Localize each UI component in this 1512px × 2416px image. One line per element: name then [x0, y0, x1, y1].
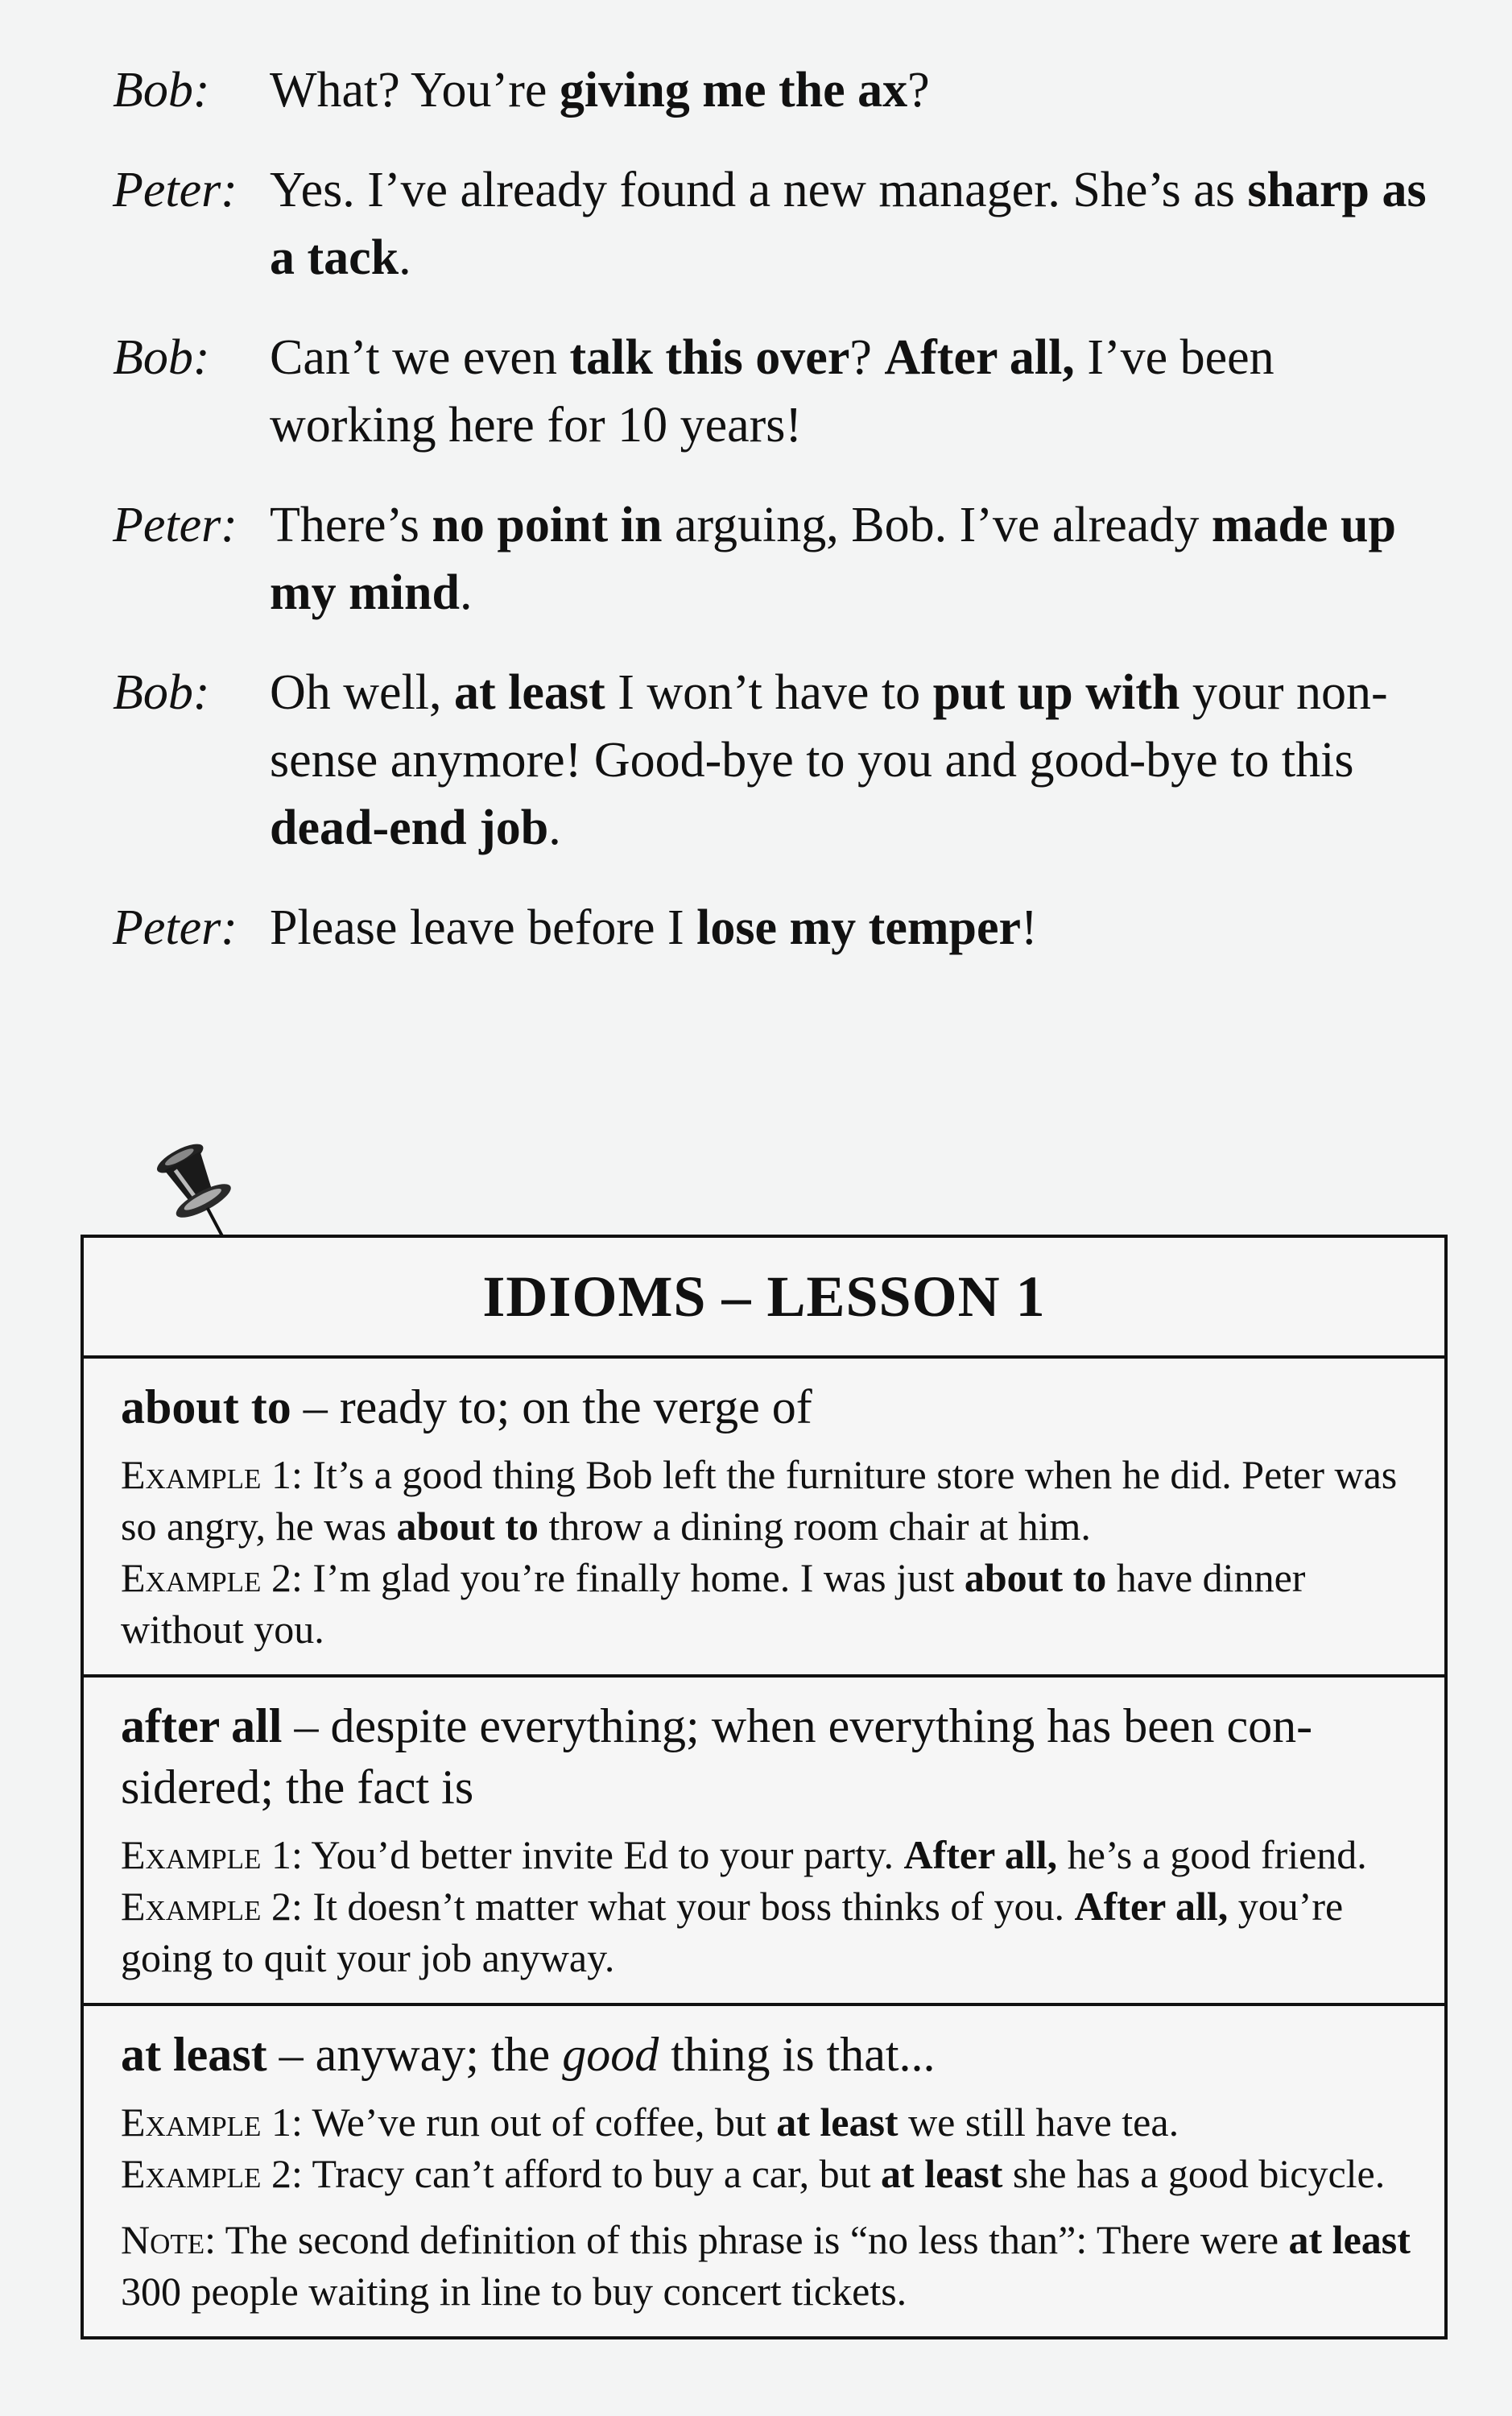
speaker-name: Peter: — [113, 163, 238, 217]
text-run: I’ve been working here for 10 years! — [270, 330, 1274, 453]
speaker-name: Bob: — [113, 330, 210, 385]
text-run: You’d better invite Ed to your party. — [302, 1832, 904, 1877]
text-run: Can’t we even — [270, 330, 570, 385]
text-run: I’m glad you’re finally home. I was just — [302, 1555, 965, 1600]
text-run: ! — [1021, 900, 1038, 955]
text-run: we still have tea. — [898, 2100, 1179, 2145]
text-run: – despite everything; when everything has been con-sidered; the fact is — [121, 1699, 1313, 1814]
text-run: throw a dining room chair at him. — [538, 1504, 1091, 1549]
bold-phrase: After all, — [884, 330, 1075, 385]
example-text — [303, 2151, 1385, 2196]
bold-phrase: about to — [396, 1504, 539, 1549]
idiom-entry — [84, 1678, 1444, 2006]
definition-text — [121, 1699, 1312, 1814]
text-run: Oh well, — [270, 665, 455, 720]
text-run: she has a good bicycle. — [1002, 2151, 1386, 2196]
text-run: ? — [849, 330, 885, 385]
text-run: . — [399, 230, 411, 285]
speech-text — [270, 324, 1449, 459]
bold-phrase: giving me the ax — [559, 63, 908, 118]
note-label: Note: — [121, 2217, 217, 2262]
note-body — [121, 2217, 1411, 2314]
example-label: Example 2: — [121, 2151, 303, 2196]
example-label: Example 1: — [121, 2100, 303, 2145]
bold-phrase: at least — [1288, 2217, 1411, 2262]
example-sentence — [121, 1552, 1412, 1655]
text-run: your non-sense anymore! Good-bye to you and good-bye to this — [270, 665, 1388, 788]
lesson-title: IDIOMS – LESSON 1 — [84, 1238, 1444, 1359]
example-text — [121, 1452, 1397, 1549]
text-run: thing is that... — [659, 2028, 936, 2081]
idiom-entry — [84, 1359, 1444, 1678]
bold-phrase: After all, — [903, 1832, 1058, 1877]
bold-phrase: sharp as a tack — [270, 163, 1427, 285]
note-text — [121, 2214, 1412, 2317]
example-text — [121, 1884, 1343, 1980]
example-sentence — [121, 1880, 1412, 1984]
bold-phrase: put up with — [932, 665, 1180, 720]
dialogue-line — [113, 156, 1449, 292]
bold-phrase: about to — [964, 1555, 1107, 1600]
text-run: . — [548, 801, 561, 855]
text-run: The second definition of this phrase is “no less than”: There were — [216, 2217, 1289, 2262]
speaker-name: Bob: — [113, 665, 210, 720]
bold-phrase: at least — [454, 665, 605, 720]
example-text — [303, 2100, 1179, 2145]
text-run: you’re going to quit your job anyway. — [121, 1884, 1344, 1980]
dialogue-line — [113, 659, 1449, 862]
text-run: What? You’re — [270, 63, 560, 118]
text-run: I won’t have to — [605, 665, 933, 720]
speech-text — [270, 894, 1449, 962]
example-sentence — [121, 2096, 1412, 2148]
idiom-definition — [121, 2024, 1412, 2085]
text-run: Please leave before I — [270, 900, 697, 955]
bold-phrase: at least — [776, 2100, 899, 2145]
text-run: 300 people waiting in line to buy concert tickets. — [121, 2269, 907, 2314]
text-run: Yes. I’ve already found a new manager. She’s as — [270, 163, 1248, 217]
idioms-lesson-box — [81, 1235, 1448, 2339]
dialogue-line — [113, 56, 1449, 124]
text-run: ? — [907, 63, 930, 118]
example-label: Example 2: — [121, 1555, 303, 1600]
speech-text — [270, 156, 1449, 292]
speaker-name: Peter: — [113, 900, 238, 955]
idiom-term: at least — [121, 2028, 267, 2081]
text-run: There’s — [270, 498, 432, 552]
text-run: – anyway; the — [266, 2028, 563, 2081]
bold-phrase: at least — [881, 2151, 1003, 2196]
bold-phrase: no point in — [432, 498, 663, 552]
dialogue-line — [113, 894, 1449, 962]
text-run: We’ve run out of coffee, but — [302, 2100, 777, 2145]
text-run: . — [459, 565, 473, 620]
definition-text — [267, 2028, 936, 2081]
text-run: – ready to; on the verge of — [291, 1380, 812, 1433]
italic-phrase: good — [562, 2028, 659, 2081]
bold-phrase: lose my temper — [696, 900, 1022, 955]
idiom-term: about to — [121, 1380, 291, 1433]
idiom-term: after all — [121, 1699, 283, 1752]
bold-phrase: talk this over — [569, 330, 850, 385]
bold-phrase: After all, — [1074, 1884, 1229, 1929]
text-run: It doesn’t matter what your boss thinks of you. — [302, 1884, 1075, 1929]
bold-phrase: dead-end job — [270, 801, 549, 855]
example-sentence — [121, 1449, 1412, 1552]
bold-phrase: made up my mind — [270, 498, 1396, 620]
speech-text — [270, 491, 1449, 627]
text-run: he’s a good friend. — [1057, 1832, 1367, 1877]
text-run: arguing, Bob. I’ve already — [662, 498, 1212, 552]
text-run: have dinner without you. — [121, 1555, 1306, 1652]
example-text — [303, 1832, 1367, 1877]
example-label: Example 1: — [121, 1832, 303, 1877]
speech-text — [270, 659, 1449, 862]
speech-text — [270, 56, 1449, 124]
example-label: Example 1: — [121, 1452, 303, 1497]
dialogue-line — [113, 491, 1449, 627]
text-run: It’s a good thing Bob left the furniture store when he did. Peter was so angry, he was — [121, 1452, 1398, 1549]
idiom-entry — [84, 2006, 1444, 2336]
dialogue-line — [113, 324, 1449, 459]
speaker-name: Peter: — [113, 498, 238, 552]
definition-text — [291, 1380, 812, 1433]
idiom-definition — [121, 1695, 1412, 1818]
example-sentence — [121, 2148, 1412, 2199]
text-run: Tracy can’t afford to buy a car, but — [302, 2151, 882, 2196]
example-label: Example 2: — [121, 1884, 303, 1929]
idiom-definition — [121, 1376, 1412, 1438]
speaker-name: Bob: — [113, 63, 210, 118]
dialogue — [113, 56, 1449, 994]
example-sentence — [121, 1829, 1412, 1880]
